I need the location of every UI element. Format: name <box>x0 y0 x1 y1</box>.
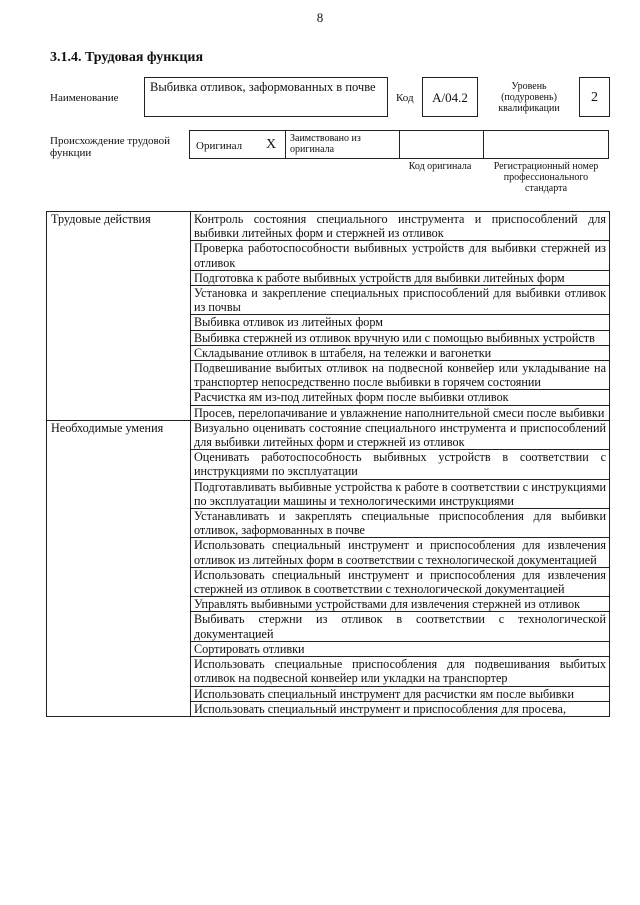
function-name-field: Выбивка отливок, заформованных в почве <box>144 77 388 117</box>
table-cell: Использовать специальный инструмент и приспособления для просева, <box>191 701 610 716</box>
level-label: Уровень (подуровень) квалификации <box>498 81 560 114</box>
table-cell: Оценивать работоспособность выбивных устройств в соответствии с инструкциями по эксплуатации <box>191 450 610 479</box>
code-original-caption: Код оригинала <box>408 161 472 172</box>
function-table <box>46 211 610 717</box>
table-cell: Просев, перелопачивание и увлажнение наполнительной смеси после выбивки <box>191 405 610 420</box>
table-row <box>47 212 610 241</box>
table-cell: Выбивать стержни из отливок в соответствии с технологической документацией <box>191 612 610 641</box>
table-cell: Установка и закрепление специальных приспособлений для выбивки отливок из почвы <box>191 286 610 315</box>
table-cell: Подвешивание выбитых отливок на подвесной конвейер или укладывание на транспортер непосредственно после выбивки в горячем состоянии <box>191 361 610 390</box>
table-cell: Сортировать отливки <box>191 641 610 656</box>
table-cell: Использовать специальный инструмент и приспособления для извлечения стержней из отливок в соответствии с технологической документацией <box>191 567 610 596</box>
code-field: А/04.2 <box>422 77 478 117</box>
table-cell: Устанавливать и закреплять специальные приспособления для выбивки отливок, заформованных в почве <box>191 509 610 538</box>
table-cell: Подготовка к работе выбивных устройств для выбивки литейных форм <box>191 270 610 285</box>
section-label: Трудовые действия <box>47 212 191 421</box>
table-row <box>47 420 610 449</box>
table-cell: Использовать специальный инструмент и приспособления для извлечения отливок из литейных форм в соответствии с технологической документацией <box>191 538 610 567</box>
level-field: 2 <box>579 77 610 117</box>
code-label: Код <box>396 92 414 104</box>
original-mark: X <box>266 137 277 152</box>
divider <box>483 131 484 158</box>
original-label: Оригинал <box>196 140 243 152</box>
origin-table <box>189 130 609 159</box>
borrowed-label: Заимствовано из оригинала <box>290 133 361 155</box>
reg-number-caption: Регистрационный номер профессионального стандарта <box>493 161 599 194</box>
table-cell: Выбивка отливок из литейных форм <box>191 315 610 330</box>
table-cell: Проверка работоспособности выбивных устройств для выбивки стержней из отливок <box>191 241 610 270</box>
page-number: 8 <box>316 10 324 25</box>
section-label: Необходимые умения <box>47 420 191 716</box>
table-cell: Выбивка стержней из отливок вручную или с помощью выбивных устройств <box>191 330 610 345</box>
table-cell: Контроль состояния специального инструмента и приспособлений для выбивки литейных форм и стержней из отливок <box>191 212 610 241</box>
table-cell: Подготавливать выбивные устройства к работе в соответствии с инструкциями по эксплуатации машины и технологическими инструкциями <box>191 479 610 508</box>
origin-label: Происхождение трудовой функции <box>50 135 171 159</box>
table-cell: Использовать специальный инструмент для расчистки ям после выбивки <box>191 686 610 701</box>
section-title: 3.1.4. Трудовая функция <box>50 50 204 65</box>
table-cell: Управлять выбивными устройствами для извлечения стержней из отливок <box>191 597 610 612</box>
divider <box>399 131 400 158</box>
table-cell: Использовать специальные приспособления для подвешивания выбитых отливок на подвесной конвейер или укладки на транспортер <box>191 657 610 686</box>
table-cell: Визуально оценивать состояние специального инструмента и приспособлений для выбивки литейных форм и стержней из отливок <box>191 420 610 449</box>
table-cell: Расчистка ям из-под литейных форм после выбивки отливок <box>191 390 610 405</box>
name-label: Наименование <box>50 92 119 104</box>
divider <box>285 131 286 158</box>
table-cell: Складывание отливок в штабеля, на тележки и вагонетки <box>191 345 610 360</box>
